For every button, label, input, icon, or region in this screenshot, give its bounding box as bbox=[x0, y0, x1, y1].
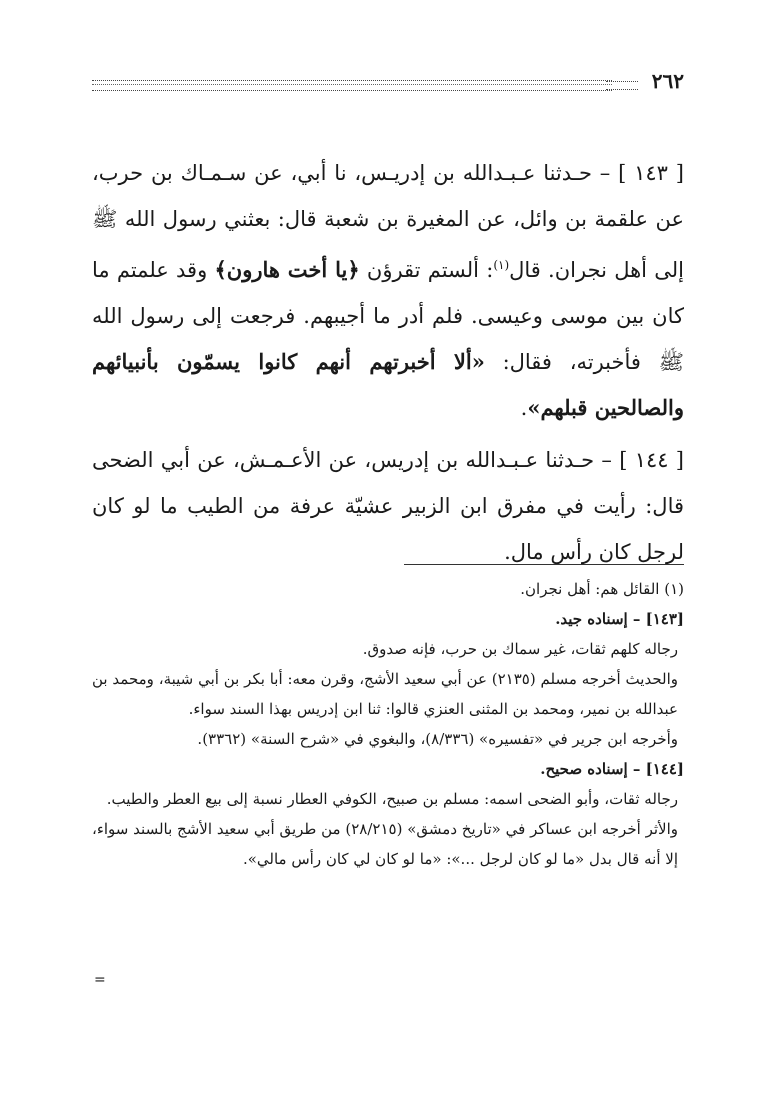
narration-text: وقد علمتم ما كان بين موسى وعيسى. فلم أدر ما أجيبهم. فرجعت إلى رسول الله ﷺ فأخبرته، فقال: bbox=[92, 258, 684, 374]
page-header bbox=[92, 69, 684, 96]
narration-144 bbox=[92, 437, 684, 575]
main-text bbox=[92, 150, 684, 575]
hadith-quote: «ألا أخبرتهم أنهم كانوا يسمّون بأنبيائهم والصالحين قبلهم» bbox=[92, 349, 684, 420]
page-number: ٢٦٢ bbox=[646, 70, 684, 92]
footnote-ref: (١) bbox=[493, 258, 510, 272]
narration-text: : ألستم تقرؤن bbox=[366, 258, 494, 282]
footnote-separator bbox=[404, 564, 684, 565]
continuation-mark: = bbox=[94, 972, 106, 988]
narration-143 bbox=[92, 150, 684, 431]
narration-end: . bbox=[520, 396, 528, 420]
footnote-heading-144: [١٤٤] – إسناده صحيح. bbox=[540, 760, 684, 778]
footnote-line: وأخرجه ابن جرير في «تفسيره» (٨/٣٣٦)، والبغوي في «شرح السنة» (٣٣٦٢). bbox=[197, 730, 678, 748]
footnote-line: والأثر أخرجه ابن عساكر في «تاريخ دمشق» (٢٨/٢١٥) من طريق أبي سعيد الأشج بالسند سواء، إلا أنه قال بدل «ما لو كان لرجل ...»: «ما لو كان لي كان رأس مالي». bbox=[92, 820, 678, 868]
footnote-line: رجاله كلهم ثقات، غير سماك بن حرب، فإنه صدوق. bbox=[362, 640, 678, 658]
footnotes bbox=[92, 574, 684, 874]
narration-number: [ ١٤٣ ] bbox=[618, 161, 684, 185]
footnote-line: رجاله ثقات، وأبو الضحى اسمه: مسلم بن صبيح، الكوفي العطار نسبة إلى بيع العطر والطيب. bbox=[106, 790, 678, 808]
footnote-heading-143: [١٤٣] – إسناده جيد. bbox=[555, 610, 684, 628]
quran-quote: ﴿يا أخت هارون﴾ bbox=[214, 257, 360, 282]
narration-number: [ ١٤٤ ] bbox=[619, 448, 684, 472]
header-rule bbox=[92, 80, 612, 91]
narration-text: – حـدثنا عـبـدالله بن إدريس، عن الأعـمـش، عن أبي الضحى قال: رأيت في مفرق ابن الزبير عشيّة عرفة من الطيب ما لو كان لرجل كان رأس مال. bbox=[92, 448, 684, 564]
footnote-1: (١) القائل هم: أهل نجران. bbox=[520, 580, 684, 598]
narration-text: – حـدثنا عـبـدالله بن إدريـس، نا أبي، عن سـمـاك بن حرب، عن علقمة بن وائل، عن المغيرة بن شعبة قال: بعثني رسول الله ﷺ إلى أهل نجران. قال bbox=[92, 161, 684, 282]
footnote-line: والحديث أخرجه مسلم (٢١٣٥) عن أبي سعيد الأشج، وقرن معه: أبا بكر بن أبي شيبة، ومحمد بن عبدالله بن نمير، ومحمد بن المثنى العنزي قالوا: ثنا ابن إدريس بهذا السند سواء. bbox=[92, 670, 678, 718]
